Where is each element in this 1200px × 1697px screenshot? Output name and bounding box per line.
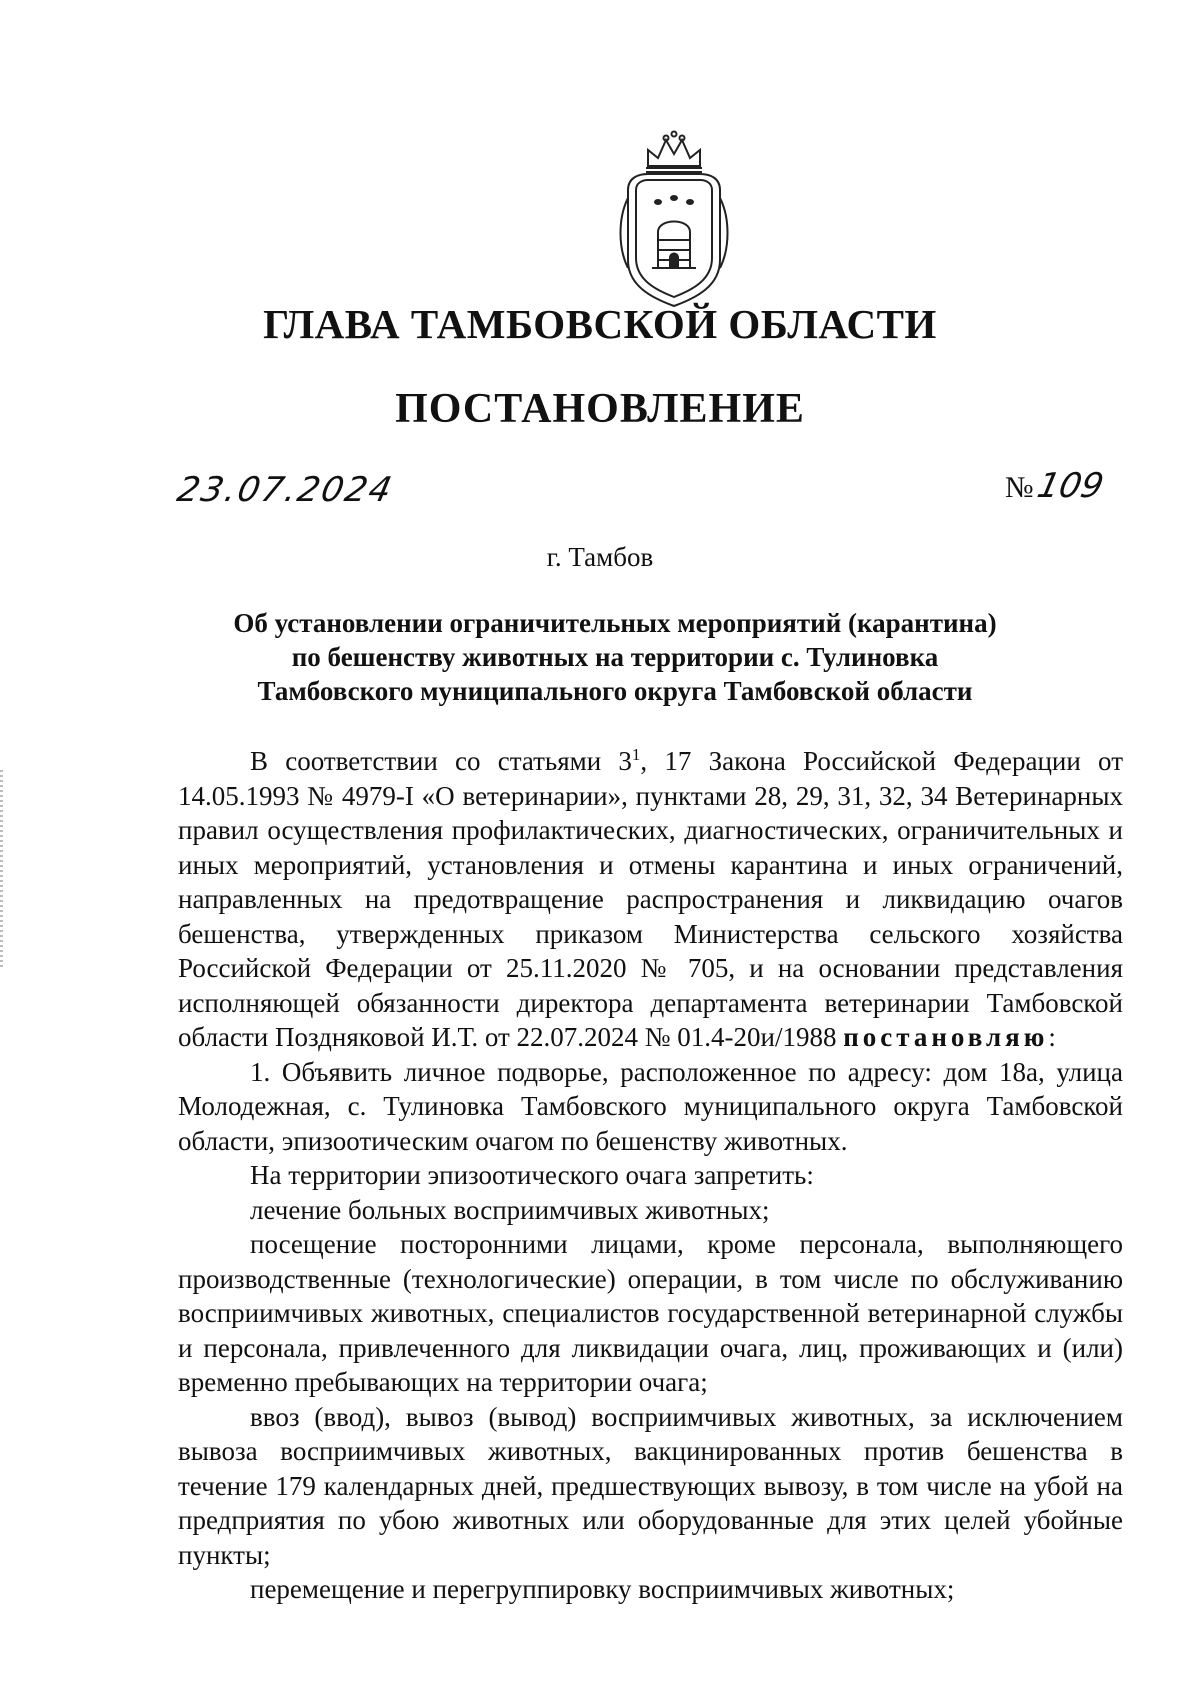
resolve-word: постановляю: [843, 1022, 1049, 1052]
handwritten-date: 23.07.2024: [173, 470, 397, 510]
city-line: г. Тамбов: [546, 542, 654, 572]
document-body: [178, 738, 1123, 1607]
article-superscript: 1: [631, 745, 641, 764]
organization-heading: ГЛАВА ТАМБОВСКОЙ ОБЛАСТИ: [263, 301, 937, 347]
preamble-paragraph: [178, 738, 1123, 1055]
title-line: Тамбовского муниципального округа Тамбовской области: [257, 676, 973, 706]
number-sign: №: [1005, 471, 1034, 504]
handwritten-number: 109: [1033, 466, 1107, 506]
paragraph-prohibit-intro: На территории эпизоотического очага запретить:: [250, 1160, 814, 1190]
title-line: Об установлении ограничительных мероприятий (карантина): [233, 608, 997, 638]
document-type-heading: ПОСТАНОВЛЕНИЕ: [395, 386, 805, 432]
document-number: [1005, 466, 1107, 506]
document-title: [170, 606, 1060, 708]
resolve-colon: :: [1048, 1022, 1056, 1052]
preamble-text: , 17 Закона Российской Федерации от 14.05.1993 № 4979-I «О ветеринарии», пунктами 28, 29, 31, 32, 34 Ветеринарных правил осуществления профилактических, диагностических, ограничительных и иных мероприятий, установления и отмены карантина и иных ограничений, направленных на предотвращение распространения и ликвидацию очагов бешенства, утвержденных приказом Министерства сельского хозяйства Российской Федерации от 25.11.2020 № 705, и на основании представления исполняющей обязанности директора департамента ветеринарии Тамбовской области Поздняковой И.Т. от 22.07.2024 № 01.4-20и/1988: [178, 746, 1123, 1052]
paragraph-prohibit-transport: ввоз (ввод), вывоз (вывод) восприимчивых животных, за исключением вывоза восприимчивых животных, вакцинированных против бешенства в течение 179 календарных дней, предшествующих вывозу, в том числе на убой на предприятия по убою животных или оборудованные для этих целей убойные пункты;: [178, 1401, 1123, 1570]
tambov-coat-of-arms-icon: [618, 128, 730, 310]
paragraph-prohibit-visits: посещение посторонними лицами, кроме персонала, выполняющего производственные (технологические) операции, в том числе по обслуживанию восприимчивых животных, специалистов государственной ветеринарной службы и персонала, привлеченного для ликвидации очага, лиц, проживающих и (или) временно пребывающих на территории очага;: [178, 1229, 1123, 1397]
paragraph-item-1: 1. Объявить личное подворье, расположенное по адресу: дом 18а, улица Молодежная, с. Тулиновка Тамбовского муниципального округа Тамбовской области, эпизоотическим очагом по бешенству животных.: [178, 1056, 1123, 1156]
scan-edge-artifact: [0, 770, 3, 970]
paragraph-prohibit-treatment: лечение больных восприимчивых животных;: [250, 1194, 770, 1225]
paragraph-prohibit-movement: перемещение и перегруппировку восприимчивых животных;: [250, 1574, 955, 1604]
title-line: по бешенству животных на территории с. Тулиновка: [291, 642, 939, 672]
preamble-text: В соответствии со статьями 3: [250, 746, 632, 776]
